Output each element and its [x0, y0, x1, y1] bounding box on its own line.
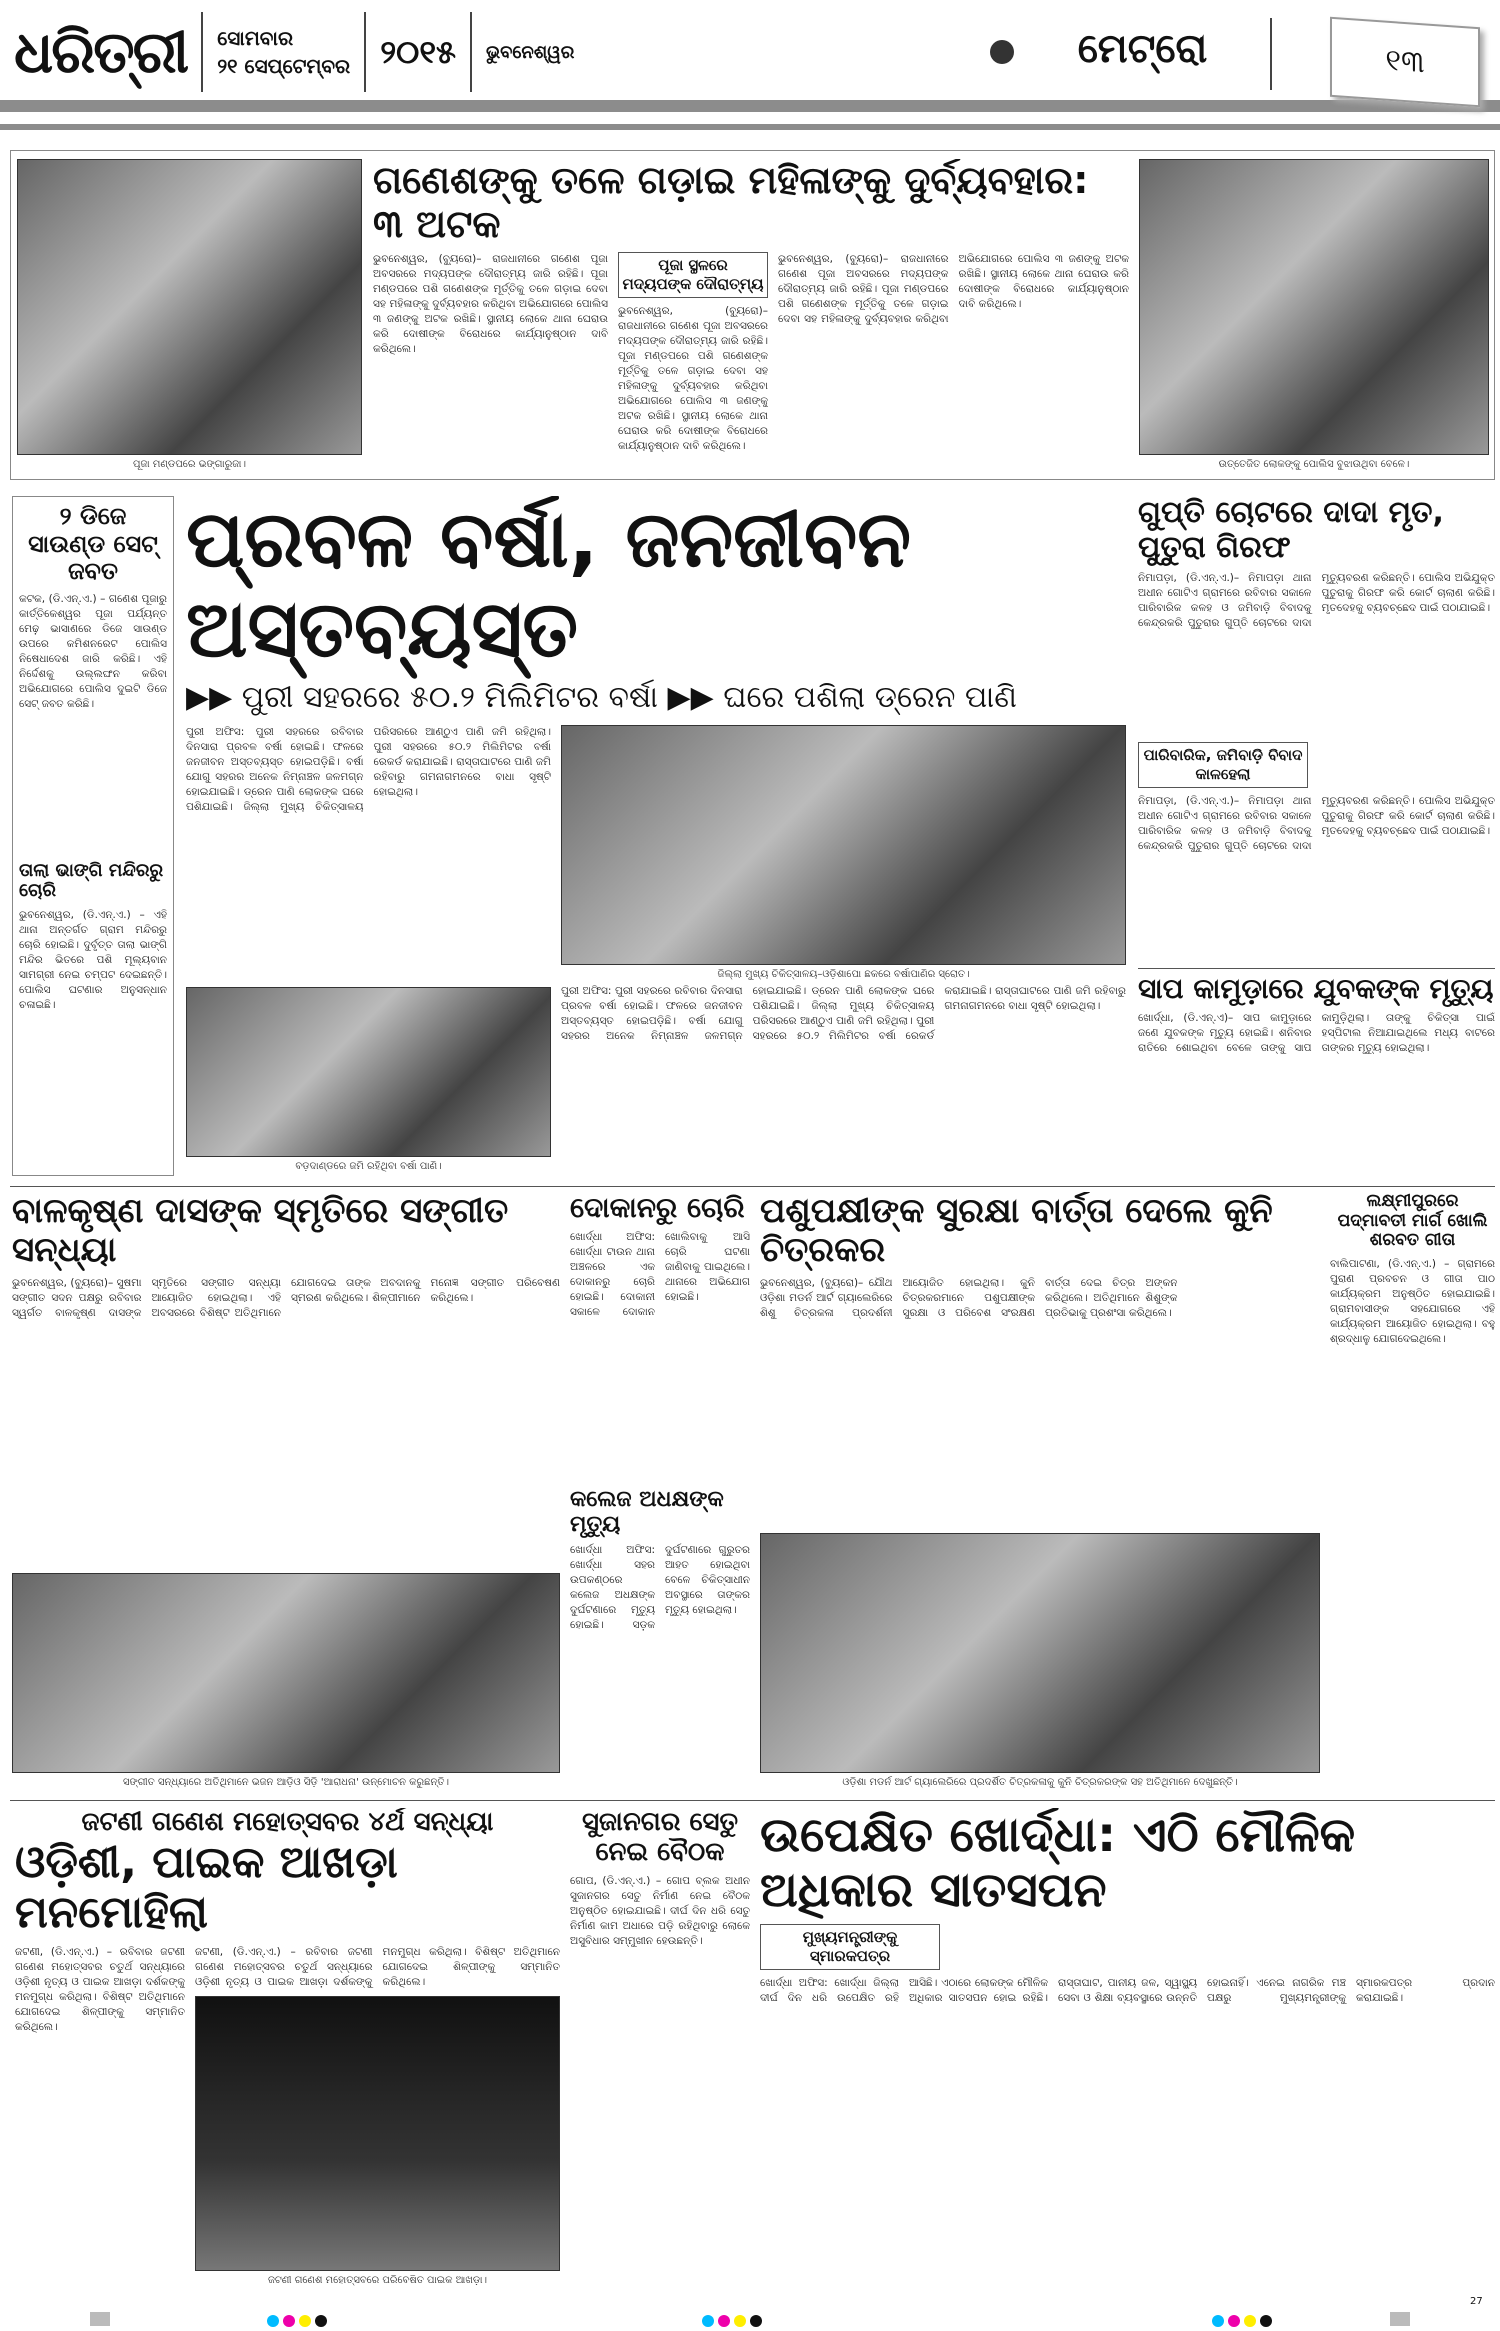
- newspaper-logo: ଧରିତ୍ରୀ: [14, 17, 188, 86]
- story-bridge: [570, 1808, 750, 2290]
- body-text: ଖୋର୍ଦ୍ଧା, (ଡି.ଏନ୍.ଏ)– ସାପ କାମୁଡ଼ାରେ ଜଣେ ଯୁବକଙ୍କ ମୃତ୍ୟୁ ହୋଇଛି। ଶନିବାର ରାତିରେ ଶୋଇଥିବା ବେଳେ ତାଙ୍କୁ ସାପ କାମୁଡ଼ିଥିଲା। ତାଙ୍କୁ ଚିକିତ୍ସା ପାଇଁ ହସ୍ପିଟାଲ ନିଆଯାଇଥିଲେ ମଧ୍ୟ ବାଟରେ ତାଙ୍କର ମୃତ୍ୟୁ ହୋଇଥିଲା।: [1138, 1011, 1495, 1054]
- photo-waterlogged-street: [186, 987, 551, 1157]
- kicker: ଘରେ ପଶିଲା ଡ୍ରେନ ପାଣି: [723, 680, 1017, 716]
- story10-columns: [15, 1945, 560, 2290]
- photo-crowd: [1139, 159, 1489, 455]
- photo-flooded-road: [561, 725, 1126, 965]
- headline: ପଶୁପକ୍ଷୀଙ୍କ ସୁରକ୍ଷା ବାର୍ତ୍ତା ଦେଲେ କୁନି ଚିତ୍ରକର: [760, 1192, 1273, 1271]
- headline: ସାପ କାମୁଡ଼ାରେ ଯୁବକଙ୍କ ମୃତ୍ୟୁ: [1138, 968, 1495, 1005]
- subhead: ପୂଜା ସ୍ଥଳରେ ମଦ୍ୟପଙ୍କ ଦୌରାତ୍ମ୍ୟ: [618, 252, 768, 298]
- color-dots: [265, 2312, 329, 2331]
- rule: [0, 124, 1500, 130]
- headline: ଉପେକ୍ଷିତ ଖୋର୍ଦ୍ଧା: ଏଠି ମୌଳିକ ଅଧିକାର ସାତସପନ: [760, 1808, 1356, 1919]
- divider: [10, 1800, 1495, 1801]
- headline: ଗଣେଶଙ୍କୁ ତଳେ ଗଡ଼ାଇ ମହିଳାଙ୍କୁ ଦୁର୍ବ୍ୟବହାର: ୩ ଅଟକ: [373, 159, 1089, 246]
- divider: [470, 12, 472, 92]
- caption: ବଡ଼ଦାଣ୍ଡରେ ଜମି ରହିଥିବା ବର୍ଷା ପାଣି।: [295, 1161, 442, 1172]
- story-art: [760, 1192, 1320, 1792]
- body-text: ନିମାପଡ଼ା, (ଡି.ଏନ୍.ଏ.)– ନିମାପଡ଼ା ଥାନା ଅଧୀନ ଗୋଟିଏ ଗ୍ରାମରେ ରବିବାର ସକାଳେ ପାରିବାରିକ କଳହ ଓ ଜମିବାଡ଼ି ବିବାଦକୁ କେନ୍ଦ୍ରକରି ପୁତୁରାର ଗୁପ୍ତି ଚୋଟରେ ଦାଦା ମୃତ୍ୟୁବରଣ କରିଛନ୍ତି। ପୋଲିସ ଅଭିଯୁକ୍ତ ପୁତୁରାକୁ ଗିରଫ କରି କୋର୍ଟ ଚାଲାଣ କରିଛି। ମୃତଦେହକୁ ବ୍ୟବଚ୍ଛେଦ ପାଇଁ ପଠାଯାଇଛି।: [1138, 795, 1495, 853]
- body-text: ଭୁବନେଶ୍ୱର, (ବ୍ୟୁରୋ)– ରାଜଧାନୀରେ ଗଣେଶ ପୂଜା ଅବସରରେ ମଦ୍ୟପଙ୍କ ଦୌରାତ୍ମ୍ୟ ଜାରି ରହିଛି। ପୂଜା ମଣ୍ଡପରେ ପଶି ଗଣେଶଙ୍କ ମୂର୍ତ୍ତିକୁ ତଳେ ଗଡ଼ାଇ ଦେବା ସହ ମହିଳାଙ୍କୁ ଦୁର୍ବ୍ୟବହାର କରିଥିବା ଅଭିଯୋଗରେ ପୋଲିସ ୩ ଜଣଙ୍କୁ ଅଟକ ରଖିଛି। ସ୍ଥାନୀୟ ଲୋକେ ଥାନା ଘେରାଉ କରି ଦୋଷୀଙ୍କ ବିରୋଧରେ କାର୍ଯ୍ୟାନୁଷ୍ଠାନ ଦାବି କରିଥିଲେ।: [618, 305, 768, 453]
- bullet-arrow-icon: ▶▶: [667, 680, 724, 716]
- year: ୨୦୧୫: [380, 32, 456, 71]
- story2-left: [186, 725, 551, 1176]
- photo-music-event: [12, 1573, 560, 1773]
- caption: ଜିଲ୍ଲା ମୁଖ୍ୟ ଚିକିତ୍ସାଳୟ–ଓଡ଼ିଶାପୋ ଛକରେ ବର୍ଷାପାଣିର ସ୍ରୋତ।: [717, 969, 970, 981]
- story1-subcolumn: [618, 252, 768, 474]
- body-text: ବାଲିପାଟଣା, (ଡି.ଏନ୍.ଏ.) – ଗ୍ରାମରେ ପୁରାଣ ପ୍ରବଚନ ଓ ଗୀତା ପାଠ କାର୍ଯ୍ୟକ୍ରମ ଅନୁଷ୍ଠିତ ହୋଇଯାଇଛି। ଗ୍ରାମବାସୀଙ୍କ ସହଯୋଗରେ ଏହି କାର୍ଯ୍ୟକ୍ରମ ଆୟୋଜିତ ହୋଇଥିଲା। ବହୁ ଶ୍ରଦ୍ଧାଳୁ ଯୋଗଦେଇଥିଲେ।: [1330, 1257, 1495, 1345]
- caption: ପୂଜା ମଣ୍ଡପରେ ଭଙ୍ଗାରୁଜା।: [133, 459, 246, 470]
- headline: ୨ ଡିଜେ ସାଉଣ୍ଡ ସେଟ୍ ଜବତ: [28, 502, 158, 586]
- section-name: ମେଟ୍ରୋ: [1077, 26, 1208, 72]
- city: ଭୁବନେଶ୍ୱର: [485, 41, 575, 63]
- photo-column-left: [17, 159, 362, 474]
- story2-right: [561, 725, 1126, 1176]
- registration-mark: [1390, 2312, 1410, 2326]
- rule: [0, 100, 1500, 112]
- story-rain: [186, 496, 1126, 1176]
- registration-mark: [90, 2312, 110, 2326]
- headline: ବାଳକୃଷ୍ଣ ଦାସଙ୍କ ସ୍ମୃତିରେ ସଙ୍ଗୀତ ସନ୍ଧ୍ୟା: [12, 1192, 509, 1271]
- kickers: [186, 679, 1126, 717]
- body-text: ପୁରୀ ଅଫିସ: ପୁରୀ ସହରରେ ରବିବାର ଦିନସାରା ପ୍ରବଳ ବର୍ଷା ହୋଇଛି। ଫଳରେ ଜନଜୀବନ ଅସ୍ତବ୍ୟସ୍ତ ହୋଇପଡ଼ିଛି। ବର୍ଷା ଯୋଗୁ ସହରର ଅନେକ ନିମ୍ନାଞ୍ଚଳ ଜଳମଗ୍ନ ହୋଇଯାଇଛି। ଡ୍ରେନ ପାଣି ଲୋକଙ୍କ ଘରେ ପଶିଯାଇଛି। ଜିଲ୍ଲା ମୁଖ୍ୟ ଚିକିତ୍ସାଳୟ ପରିସରରେ ଆଣ୍ଠୁଏ ପାଣି ଜମି ରହିଥିଲା। ପୁରୀ ସହରରେ ୫୦.୨ ମିଲିମିଟର ବର୍ଷା ରେକର୍ଡ କରାଯାଇଛି। ରାସ୍ତାଘାଟରେ ପାଣି ଜମି ରହିବାରୁ ଗମନାଗମନରେ ବାଧା ସୃଷ୍ଟି ହୋଇଥିଲା।: [561, 985, 1126, 1043]
- body-text: କଟକ, (ଡି.ଏନ୍.ଏ.) – ଗଣେଶ ପୂଜାରୁ କାର୍ତ୍ତିକେଶ୍ୱର ପୂଜା ପର୍ଯ୍ୟନ୍ତ ମେଢ଼ ଭାସାଣରେ ଡିଜେ ସାଉଣ୍ଡ ଉପରେ କମିଶନରେଟ ପୋଲିସ ନିଷେଧାଦେଶ ଜାରି କରିଛି। ଏହି ନିର୍ଦ୍ଦେଶକୁ ଉଲ୍ଲଙ୍ଘନ କରିବା ଅଭିଯୋଗରେ ପୋଲିସ ଦୁଇଟି ଡିଜେ ସେଟ୍ ଜବତ କରିଛି।: [19, 592, 167, 710]
- headline: ଲକ୍ଷ୍ମୀପୁରରେ ପଦ୍ମାବତୀ ମାର୍ଗ ଖୋଲି ଶରବତ ଗୀତା: [1337, 1192, 1488, 1251]
- headline: ଗୁପ୍ତି ଚୋଟରେ ଦାଦା ମୃତ, ପୁତୁରା ଗିରଫ: [1138, 496, 1444, 565]
- left-briefs: [12, 496, 174, 1176]
- color-dots: [1210, 2312, 1274, 2331]
- caption: ଉତ୍ତେଜିତ ଲୋକଙ୍କୁ ପୋଲିସ ବୁଝାଉଥିବା ବେଳେ।: [1218, 459, 1410, 470]
- story-khordha: [760, 1808, 1495, 2290]
- body-text: ଭୁବନେଶ୍ୱର, (ବ୍ୟୁରୋ)– ରାଜଧାନୀରେ ଗଣେଶ ପୂଜା ଅବସରରେ ମଦ୍ୟପଙ୍କ ଦୌରାତ୍ମ୍ୟ ଜାରି ରହିଛି। ପୂଜା ମଣ୍ଡପରେ ପଶି ଗଣେଶଙ୍କ ମୂର୍ତ୍ତିକୁ ତଳେ ଗଡ଼ାଇ ଦେବା ସହ ମହିଳାଙ୍କୁ ଦୁର୍ବ୍ୟବହାର କରିଥିବା ଅଭିଯୋଗରେ ପୋଲିସ ୩ ଜଣଙ୍କୁ ଅଟକ ରଖିଛି। ସ୍ଥାନୀୟ ଲୋକେ ଥାନା ଘେରାଉ କରି ଦୋଷୀଙ୍କ ବିରୋଧରେ କାର୍ଯ୍ୟାନୁଷ୍ଠାନ ଦାବି କରିଥିଲେ।: [373, 253, 608, 356]
- masthead: [0, 0, 1500, 140]
- page-number: ୧୩: [1330, 17, 1480, 107]
- body-text: ନିମାପଡ଼ା, (ଡି.ଏନ୍.ଏ.)– ନିମାପଡ଼ା ଥାନା ଅଧୀନ ଗୋଟିଏ ଗ୍ରାମରେ ରବିବାର ସକାଳେ ପାରିବାରିକ କଳହ ଓ ଜମିବାଡ଼ି ବିବାଦକୁ କେନ୍ଦ୍ରକରି ପୁତୁରାର ଗୁପ୍ତି ଚୋଟରେ ଦାଦା ମୃତ୍ୟୁବରଣ କରିଛନ୍ତି। ପୋଲିସ ଅଭିଯୁକ୍ତ ପୁତୁରାକୁ ଗିରଫ କରି କୋର୍ଟ ଚାଲାଣ କରିଛି। ମୃତଦେହକୁ ବ୍ୟବଚ୍ଛେଦ ପାଇଁ ପଠାଯାଇଛି।: [1138, 572, 1495, 629]
- color-dots: [700, 2312, 764, 2331]
- caption: ଜଟଣୀ ଗଣେଶ ମହୋତ୍ସବରେ ପରିବେଷିତ ପାଇକ ଆଖଡ଼ା।: [267, 2275, 488, 2286]
- divider: [1270, 18, 1272, 90]
- divider: [364, 12, 366, 92]
- masthead-row: [14, 8, 574, 96]
- body-text: ଭୁବନେଶ୍ୱର, (ବ୍ୟୁରୋ)– ରାଜଧାନୀରେ ଗଣେଶ ପୂଜା ଅବସରରେ ମଦ୍ୟପଙ୍କ ଦୌରାତ୍ମ୍ୟ ଜାରି ରହିଛି। ପୂଜା ମଣ୍ଡପରେ ପଶି ଗଣେଶଙ୍କ ମୂର୍ତ୍ତିକୁ ତଳେ ଗଡ଼ାଇ ଦେବା ସହ ମହିଳାଙ୍କୁ ଦୁର୍ବ୍ୟବହାର କରିଥିବା ଅଭିଯୋଗରେ ପୋଲିସ ୩ ଜଣଙ୍କୁ ଅଟକ ରଖିଛି। ସ୍ଥାନୀୟ ଲୋକେ ଥାନା ଘେରାଉ କରି ଦୋଷୀଙ୍କ ବିରୋଧରେ କାର୍ଯ୍ୟାନୁଷ୍ଠାନ ଦାବି କରିଥିଲେ।: [778, 253, 1129, 326]
- headline: କଲେଜ ଅଧକ୍ଷଙ୍କ ମୃତ୍ୟୁ: [570, 1486, 724, 1538]
- body-text: ଜଟଣୀ, (ଡି.ଏନ୍.ଏ.) – ରବିବାର ଜଟଣୀ ଗଣେଶ ମହୋତ୍ସବର ଚତୁର୍ଥ ସନ୍ଧ୍ୟାରେ ଓଡ଼ିଶୀ ନୃତ୍ୟ ଓ ପାଇକ ଆଖଡ଼ା ଦର୍ଶକଙ୍କୁ ମନମୁଗ୍ଧ କରିଥିଲା। ବିଶିଷ୍ଟ ଅତିଥିମାନେ ଯୋଗଦେଇ ଶିଳ୍ପୀଙ୍କୁ ସମ୍ମାନିତ କରିଥିଲେ।: [15, 1946, 185, 2034]
- bullet-arrow-icon: ▶▶: [186, 680, 242, 716]
- divider: [201, 12, 203, 92]
- story1-text: [373, 159, 1129, 474]
- print-marks: [0, 2312, 1500, 2328]
- body-text: ଖୋର୍ଦ୍ଧା ଅଫିସ: ଖୋର୍ଦ୍ଧା ଟାଉନ ଥାନା ଅଞ୍ଚଳରେ ଏକ ଦୋକାନରୁ ଚୋରି ହୋଇଛି। ଦୋକାନୀ ସକାଳେ ଦୋକାନ ଖୋଲିବାକୁ ଆସି ଚୋରି ଘଟଣା ଜାଣିବାକୁ ପାଇଥିଲେ। ଥାନାରେ ଅଭିଯୋଗ ହୋଇଛି।: [570, 1231, 750, 1319]
- story-ganesh: [10, 150, 1495, 480]
- body-text: ଖୋର୍ଦ୍ଧା ଅଫିସ: ଖୋର୍ଦ୍ଧା ସହର ଉପକଣ୍ଠରେ କଲେଜ ଅଧକ୍ଷଙ୍କ ଦୁର୍ଘଟଣାରେ ମୃତ୍ୟୁ ହୋଇଛି। ସଡ଼କ ଦୁର୍ଘଟଣାରେ ଗୁରୁତର ଆହତ ହୋଇଥିବା ବେଳେ ଚିକିତ୍ସାଧୀନ ଅବସ୍ଥାରେ ତାଙ୍କର ମୃତ୍ୟୁ ହୋଇଥିଲା।: [570, 1544, 750, 1632]
- headline: ତାଲା ଭାଙ୍ଗି ମନ୍ଦିରରୁ ଚୋରି: [19, 859, 164, 902]
- body-text: ଭୁବନେଶ୍ୱର, (ବ୍ୟୁରୋ)– ସୁଷମା ସଙ୍ଗୀତ ସଦନ ପକ୍ଷରୁ ରବିବାର ସ୍ୱର୍ଗତ ବାଳକୃଷ୍ଣ ଦାସଙ୍କ ସ୍ମୃତିରେ ସଙ୍ଗୀତ ସନ୍ଧ୍ୟା ଆୟୋଜିତ ହୋଇଥିଲା। ଏହି ଅବସରରେ ବିଶିଷ୍ଟ ଅତିଥିମାନେ ଯୋଗଦେଇ ତାଙ୍କ ଅବଦାନକୁ ସ୍ମରଣ କରିଥିଲେ। ଶିଳ୍ପୀମାନେ ମନୋଜ୍ଞ ସଙ୍ଗୀତ ପରିବେଷଣ କରିଥିଲେ।: [12, 1277, 560, 1320]
- subhead: ମୁଖ୍ୟମନ୍ତ୍ରୀଙ୍କୁ ସ୍ମାରକପତ୍ର: [760, 1924, 940, 1970]
- story-music: [12, 1192, 560, 1792]
- date: ୨୧ ସେପ୍ଟେମ୍ବର: [217, 54, 351, 78]
- headline: ପ୍ରବଳ ବର୍ଷା, ଜନଜୀବନ ଅସ୍ତବ୍ୟସ୍ତ: [186, 496, 911, 675]
- story-murder: [1138, 496, 1495, 1176]
- caption: ସଙ୍ଗୀତ ସନ୍ଧ୍ୟାରେ ଅତିଥିମାନେ ଭଜନ ଆଡ଼ିଓ ସିଡ଼ି 'ଆରାଧନା' ଉନ୍ମୋଚନ କରୁଛନ୍ତି।: [122, 1777, 450, 1788]
- story-gita: [1330, 1192, 1495, 1792]
- body-text: ଜଟଣୀ, (ଡି.ଏନ୍.ଏ.) – ରବିବାର ଜଟଣୀ ଗଣେଶ ମହୋତ୍ସବର ଚତୁର୍ଥ ସନ୍ଧ୍ୟାରେ ଓଡ଼ିଶୀ ନୃତ୍ୟ ଓ ପାଇକ ଆଖଡ଼ା ଦର୍ଶକଙ୍କୁ ମନମୁଗ୍ଧ କରିଥିଲା। ବିଶିଷ୍ଟ ଅତିଥିମାନେ ଯୋଗଦେଇ ଶିଳ୍ପୀଙ୍କୁ ସମ୍ମାନିତ କରିଥିଲେ।: [195, 1946, 560, 1989]
- story2-columns: [186, 725, 1126, 1176]
- story10-right: [195, 1945, 560, 2290]
- play-bullet-icon: [990, 40, 1014, 64]
- body-text: ଭୁବନେଶ୍ୱର, (ଡି.ଏନ୍.ଏ.) – ଏହି ଥାନା ଅନ୍ତର୍ଗତ ଗ୍ରାମ ମନ୍ଦିରରୁ ଚୋରି ହୋଇଛି। ଦୁର୍ବୃତ୍ତ ତାଲା ଭାଙ୍ଗି ମନ୍ଦିର ଭିତରେ ପଶି ମୂଲ୍ୟବାନ ସାମଗ୍ରୀ ନେଇ ଚମ୍ପଟ ଦେଇଛନ୍ତି। ପୋଲିସ ଘଟଣାର ଅନୁସନ୍ଧାନ ଚଳାଇଛି।: [19, 909, 167, 1012]
- photo-art-exhibition: [760, 1533, 1320, 1773]
- photo-paika-akhada: [195, 1996, 560, 2271]
- photo-column-right: [1139, 159, 1489, 474]
- headline: ଓଡ଼ିଶୀ, ପାଇକ ଆଖଡ଼ା ମନମୋହିଲା: [15, 1836, 398, 1939]
- story-shop-theft: [570, 1192, 750, 1792]
- body-text: ଭୁବନେଶ୍ୱର, (ବ୍ୟୁରୋ)– ଯୌଥ ଓଡ଼ିଶା ମଡର୍ନ ଆର୍ଟ ଗ୍ୟାଲେରିରେ ଶିଶୁ ଚିତ୍ରକଳା ପ୍ରଦର୍ଶନୀ ଆୟୋଜିତ ହୋଇଥିଲା। କୁନି ଚିତ୍ରକରମାନେ ପଶୁପକ୍ଷୀଙ୍କ ସୁରକ୍ଷା ଓ ପରିବେଶ ସଂରକ୍ଷଣ ବାର୍ତ୍ତା ଦେଇ ଚିତ୍ର ଅଙ୍କନ କରିଥିଲେ। ଅତିଥିମାନେ ଶିଶୁଙ୍କ ପ୍ରତିଭାକୁ ପ୍ରଶଂସା କରିଥିଲେ।: [760, 1277, 1178, 1320]
- headline: ସୁଜାନଗର ସେତୁ ନେଇ ବୈଠକ: [581, 1808, 738, 1867]
- headline: ଦୋକାନରୁ ଚୋରି: [570, 1192, 745, 1224]
- story-jatani: [15, 1808, 560, 2290]
- divider: [10, 1186, 1495, 1187]
- page-code: 27: [1470, 2296, 1483, 2307]
- caption: ଓଡ଼ିଶା ମଡର୍ନ ଆର୍ଟ ଗ୍ୟାଲେରିରେ ପ୍ରଦର୍ଶିତ ଚିତ୍ରକଳାକୁ କୁନି ଚିତ୍ରକରଙ୍କ ସହ ଅତିଥିମାନେ ଦେଖୁଛନ୍ତି।: [842, 1777, 1238, 1788]
- story1-columns: [373, 252, 1129, 474]
- body-text: ଖୋର୍ଦ୍ଧା ଅଫିସ: ଖୋର୍ଦ୍ଧା ଜିଲ୍ଲା ଦୀର୍ଘ ଦିନ ଧରି ଉପେକ୍ଷିତ ରହି ଆସିଛି। ଏଠାରେ ଲୋକଙ୍କ ମୌଳିକ ଅଧିକାର ସାତସପନ ହୋଇ ରହିଛି। ରାସ୍ତାଘାଟ, ପାନୀୟ ଜଳ, ସ୍ୱାସ୍ଥ୍ୟ ସେବା ଓ ଶିକ୍ଷା ବ୍ୟବସ୍ଥାରେ ଉନ୍ନତି ହୋଇନାହିଁ। ଏନେଇ ନାଗରିକ ମଞ୍ଚ ପକ୍ଷରୁ ମୁଖ୍ୟମନ୍ତ୍ରୀଙ୍କୁ ସ୍ମାରକପତ୍ର ପ୍ରଦାନ କରାଯାଇଛି।: [760, 1977, 1495, 2005]
- kicker: ପୁରୀ ସହରରେ ୫୦.୨ ମିଲିମିଟର ବର୍ଷା: [241, 680, 658, 716]
- dateline: [217, 24, 350, 80]
- subhead: ପାରିବାରିକ, ଜମିବାଡ଼ି ବିବାଦ କାଳହେଲା: [1138, 742, 1308, 788]
- kicker: ଜଟଣୀ ଗଣେଶ ମହୋତ୍ସବର ୪ର୍ଥ ସନ୍ଧ୍ୟା: [81, 1808, 494, 1837]
- photo-mandap: [17, 159, 362, 455]
- body-text: ଗୋପ, (ଡି.ଏନ୍.ଏ.) – ଗୋପ ବ୍ଲକ ଅଧୀନ ସୁଜାନଗର ସେତୁ ନିର୍ମାଣ ନେଇ ବୈଠକ ଅନୁଷ୍ଠିତ ହୋଇଯାଇଛି। ଦୀର୍ଘ ଦିନ ଧରି ସେତୁ ନିର୍ମାଣ କାମ ଅଧାରେ ପଡ଼ି ରହିଥିବାରୁ ଲୋକେ ଅସୁବିଧାର ସମ୍ମୁଖୀନ ହେଉଛନ୍ତି।: [570, 1874, 750, 1947]
- day: ସୋମବାର: [217, 26, 294, 50]
- body-text: ପୁରୀ ଅଫିସ: ପୁରୀ ସହରରେ ରବିବାର ଦିନସାରା ପ୍ରବଳ ବର୍ଷା ହୋଇଛି। ଫଳରେ ଜନଜୀବନ ଅସ୍ତବ୍ୟସ୍ତ ହୋଇପଡ଼ିଛି। ବର୍ଷା ଯୋଗୁ ସହରର ଅନେକ ନିମ୍ନାଞ୍ଚଳ ଜଳମଗ୍ନ ହୋଇଯାଇଛି। ଡ୍ରେନ ପାଣି ଲୋକଙ୍କ ଘରେ ପଶିଯାଇଛି। ଜିଲ୍ଲା ମୁଖ୍ୟ ଚିକିତ୍ସାଳୟ ପରିସରରେ ଆଣ୍ଠୁଏ ପାଣି ଜମି ରହିଥିଲା। ପୁରୀ ସହରରେ ୫୦.୨ ମିଲିମିଟର ବର୍ଷା ରେକର୍ଡ କରାଯାଇଛି। ରାସ୍ତାଘାଟରେ ପାଣି ଜମି ରହିବାରୁ ଗମନାଗମନରେ ବାଧା ସୃଷ୍ଟି ହୋଇଥିଲା।: [186, 726, 551, 814]
